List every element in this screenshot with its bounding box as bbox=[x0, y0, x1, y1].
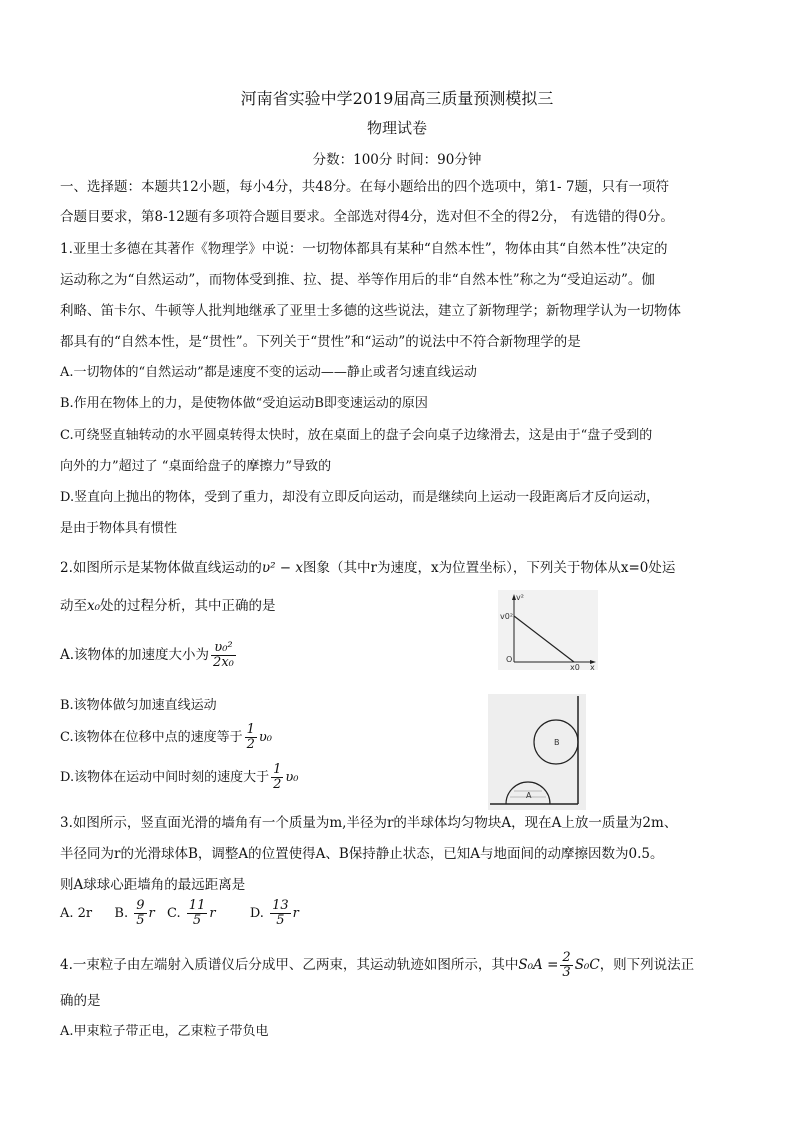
q2-accel-denominator: 2x₀ bbox=[213, 655, 234, 670]
q2-stem-text-1: 2.如图所示是某物体做直线运动的 bbox=[60, 560, 262, 576]
score-time: 分数：100分 时间：90分钟 bbox=[312, 152, 482, 168]
q4-ratio-fraction bbox=[560, 951, 572, 980]
q3-option-b-fraction bbox=[134, 899, 146, 928]
q3-option-c-fraction bbox=[187, 899, 208, 928]
q2-option-c-denominator: 2 bbox=[246, 737, 255, 752]
q1-option-c-line-1: C.可绕竖直轴转动的水平圆桌转得太快时，放在桌面上的盘子会向桌子边缘滑去，这是由于“盘子受到的 bbox=[60, 428, 653, 443]
q4-stem-line-1 bbox=[60, 950, 694, 980]
q2-option-c bbox=[60, 723, 272, 753]
q2-option-d-denominator: 2 bbox=[273, 777, 282, 792]
q2-graph-y-label: v² bbox=[516, 593, 524, 602]
q2-stem-text-2: 图象（其中r为速度，x为位置坐标），下列关于物体从x=0处运 bbox=[303, 560, 676, 576]
q2-graph-x0-label: x0 bbox=[570, 663, 580, 670]
q3-option-d-denominator: 5 bbox=[276, 913, 285, 928]
section-intro-line-2: 合题目要求，第8-12题有多项符合题目要求。全部选对得4分，选对但不全的得2分， 有选错的得0分。 bbox=[60, 209, 674, 225]
q4-ratio-denominator: 3 bbox=[562, 965, 571, 980]
q4-stem-rhs: S₀C bbox=[574, 957, 600, 973]
q3-option-b-denominator: 5 bbox=[136, 913, 145, 928]
q2-option-d-text: D.该物体在运动中间时刻的速度大于 bbox=[60, 770, 270, 785]
q3-option-b-label: B. bbox=[114, 906, 129, 921]
exam-subtitle: 物理试卷 bbox=[366, 119, 427, 137]
q4-stem-lhs: S₀A = bbox=[518, 957, 559, 973]
q4-ratio-numerator: 2 bbox=[562, 950, 571, 965]
section-intro-line-1: 一、选择题：本题共12小题，每小4分，共48分。在每小题给出的四个选项中，第1- 7题，只有一项符 bbox=[60, 179, 669, 195]
q1-stem-line-2: 运动称之为“自然运动”，而物体受到推、拉、提、举等作用后的非“自然本性”称之为“受迫运动”。伽 bbox=[60, 272, 655, 288]
q2-stem-text-3: 动至 bbox=[60, 598, 87, 614]
q3-option-a: A. 2r bbox=[60, 906, 93, 921]
q4-stem-line-2: 确的是 bbox=[60, 993, 101, 1009]
q2-option-d-v0: υ₀ bbox=[285, 770, 299, 785]
q2-stem-line-2 bbox=[60, 597, 276, 615]
q3-option-d-fraction bbox=[270, 899, 291, 928]
q1-stem-line-4: 都具有的“自然本性，是“贯性”。下列关于“贯性”和“运动”的说法中不符合新物理学的是 bbox=[60, 334, 581, 350]
q3-option-c-label: C. bbox=[167, 906, 181, 921]
q1-option-c-line-2: 向外的力”超过了 “桌面给盘子的摩擦力”导致的 bbox=[60, 459, 332, 474]
q3-option-d-r: r bbox=[292, 906, 299, 921]
q1-option-d-line-1: D.竖直向上抛出的物体，受到了重力，却没有立即反向运动，而是继续向上运动一段距离后才反向运动， bbox=[60, 490, 660, 505]
q3-stem-line-3: 则A球球心距墙角的最远距离是 bbox=[60, 877, 246, 893]
q2-stem-math-2: x₀ bbox=[87, 598, 101, 614]
exam-title: 河南省实验中学2019届高三质量预测模拟三 bbox=[240, 89, 554, 108]
q2-graph-v0-label: v0² bbox=[500, 612, 514, 621]
q3-options bbox=[60, 899, 299, 929]
q1-option-b: B.作用在物体上的力，是使物体做“受迫运动B即变速运动的原因 bbox=[60, 396, 428, 411]
q1-option-a: A.一切物体的“自然运动”都是速度不变的运动——静止或者匀速直线运动 bbox=[60, 365, 477, 380]
q2-accel-numerator: υ₀² bbox=[211, 641, 236, 656]
q3-option-c-numerator: 11 bbox=[188, 898, 206, 913]
q2-stem-text-4: 处的过程分析，其中正确的是 bbox=[100, 598, 276, 614]
q3-option-c-r: r bbox=[209, 906, 216, 921]
q2-option-b: B.该物体做匀加速直线运动 bbox=[60, 698, 217, 713]
q2-option-c-numerator: 1 bbox=[246, 722, 255, 737]
q3-stem-line-2: 半径同为r的光滑球体B，调整A的位置使得A、B保持静止状态，已知A与地面间的动摩擦因数为0.5。 bbox=[60, 846, 664, 862]
q3-option-b-numerator: 9 bbox=[136, 898, 145, 913]
q3-option-c-denominator: 5 bbox=[192, 913, 202, 928]
q4-stem-text-2: ，则下列说法正 bbox=[599, 957, 695, 973]
q2-option-a-text: A.该物体的加速度大小为 bbox=[60, 647, 210, 663]
q2-option-a bbox=[60, 640, 238, 670]
q3-wall-sphere-figure bbox=[488, 694, 586, 810]
q1-stem-line-3: 利略、笛卡尔、牛顿等人批判地继承了亚里士多德的这些说法，建立了新物理学；新物理学认为一切物体 bbox=[60, 303, 681, 319]
q2-graph-origin: O bbox=[506, 655, 513, 664]
q3-option-d-numerator: 13 bbox=[272, 898, 289, 913]
q2-option-d-fraction bbox=[271, 763, 283, 792]
q2-option-d bbox=[60, 763, 299, 793]
q2-graph-background bbox=[498, 590, 598, 670]
q2-stem-line-1 bbox=[60, 559, 675, 577]
q3-stem-line-1: 3.如图所示，竖直面光滑的墙角有一个质量为m,半径为r的半球体均匀物块A，现在A上放一质量为2m、 bbox=[60, 815, 678, 831]
q1-option-d-line-2: 是由于物体具有惯性 bbox=[60, 521, 178, 536]
q2-option-c-fraction bbox=[245, 723, 257, 752]
q2-option-c-text: C.该物体在位移中点的速度等于 bbox=[60, 730, 243, 745]
q3-option-d-label: D. bbox=[249, 906, 264, 921]
q3-option-b-r: r bbox=[148, 906, 155, 921]
q1-stem-line-1: 1.亚里士多德在其著作《物理学》中说：一切物体都具有某种“自然本性”，物体由其“自然本性”决定的 bbox=[60, 241, 668, 257]
q2-stem-math-1: υ² − x bbox=[261, 560, 304, 576]
q2-accel-fraction bbox=[211, 641, 236, 670]
q4-stem-text-1: 4.一束粒子由左端射入质谱仪后分成甲、乙两束，其运动轨迹如图所示，其中 bbox=[60, 957, 519, 973]
q4-option-a: A.甲束粒子带正电，乙束粒子带负电 bbox=[60, 1024, 269, 1039]
q2-option-d-numerator: 1 bbox=[273, 762, 282, 777]
q3-label-b: B bbox=[554, 738, 560, 747]
q2-v2-x-graph bbox=[498, 590, 598, 670]
q3-label-a: A bbox=[526, 791, 532, 800]
q2-option-c-v0: υ₀ bbox=[258, 730, 273, 745]
q2-graph-x-label: x bbox=[590, 663, 595, 670]
